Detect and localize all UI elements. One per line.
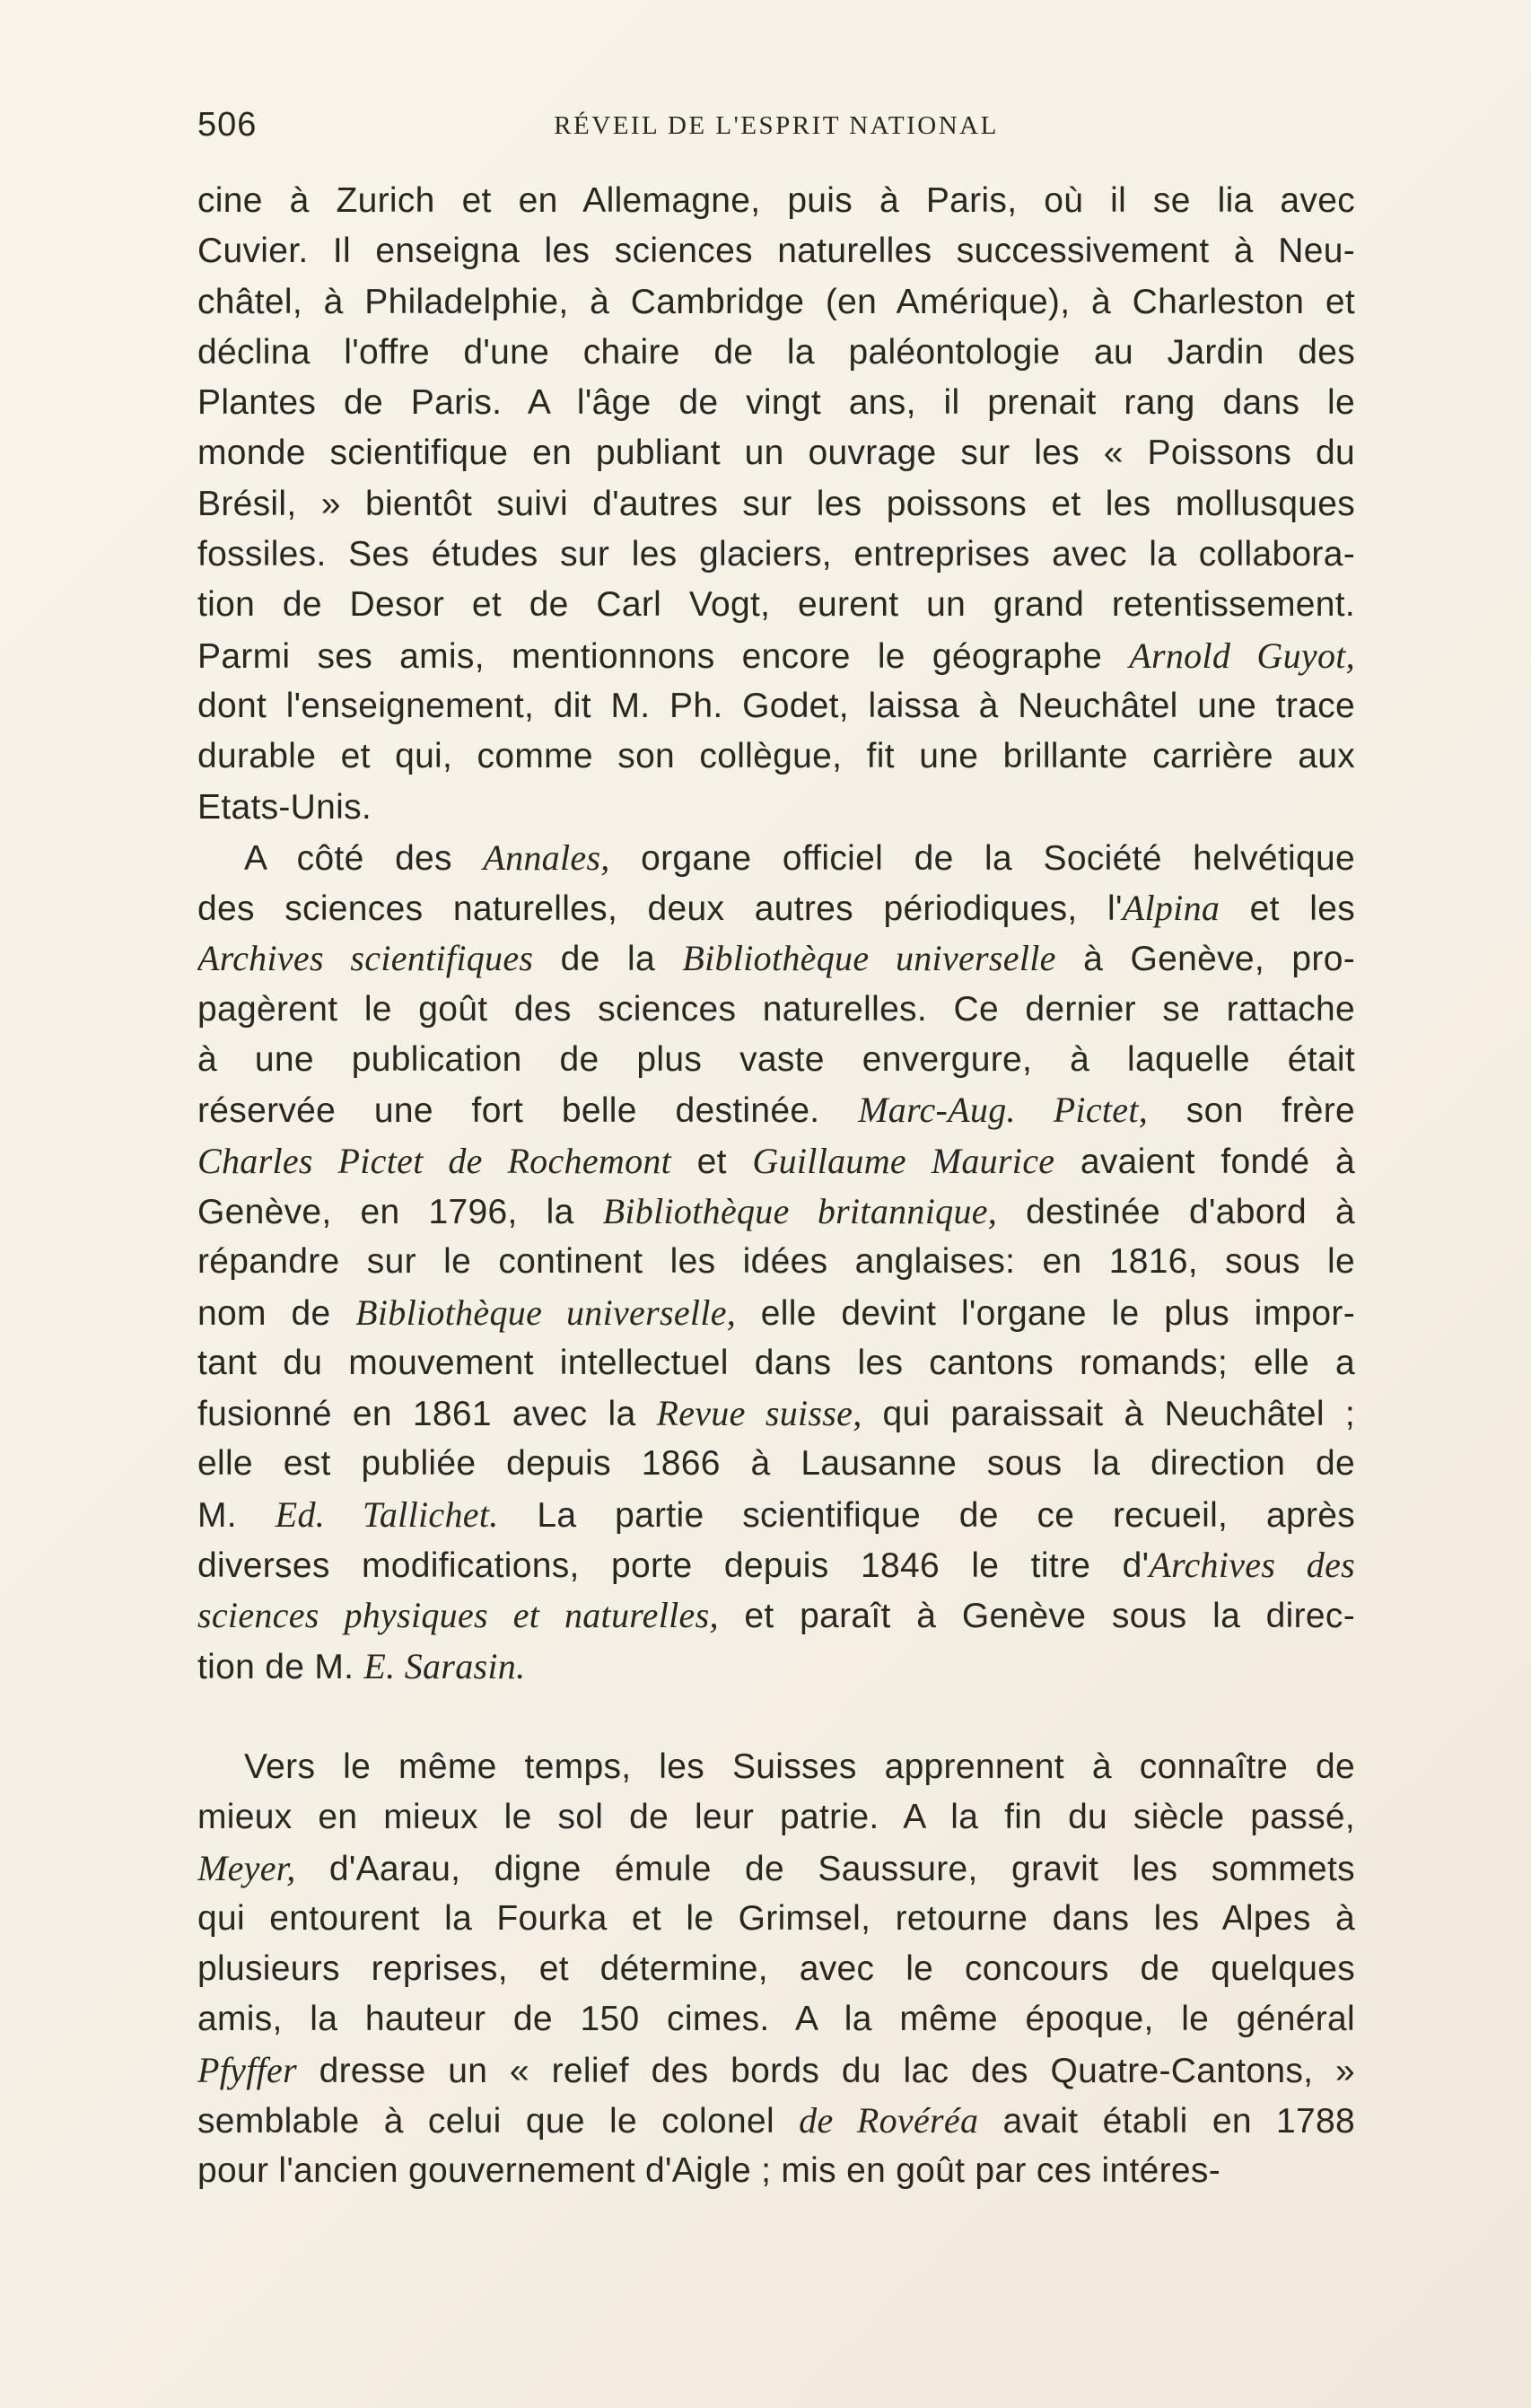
text-run: et les [1220,889,1355,929]
section-break [197,1692,1355,1742]
text-line [197,933,1355,984]
text-line [197,1439,1355,1489]
italic-text: Bibliothèque universelle [682,938,1056,979]
text-run: avait établi en 1788 [978,2101,1355,2141]
text-line [197,631,1355,681]
text-run: cine à Zurich et en Allemagne, puis à Paris, où il se lia avec [197,181,1355,220]
text-run: tant du mouvement intellectuel dans les cantons romands; elle a [197,1343,1355,1382]
text-line [197,1944,1355,1994]
text-run: Etats-Unis. [197,787,372,827]
text-line [197,428,1355,478]
text-run: amis, la hauteur de 150 cimes. A la même époque, le général [197,2000,1355,2039]
text-line [197,1642,1355,1692]
text-line [197,378,1355,428]
text-line [197,1994,1355,2045]
text-run: M. [197,1495,276,1535]
text-run: nom de [197,1293,356,1333]
text-run: semblable à celui que le colonel [197,2101,800,2141]
text-run: diverses modifications, porte depuis 1846 le titre d' [197,1546,1150,1586]
text-line [197,1237,1355,1287]
text-line [197,328,1355,378]
italic-text: sciences physiques et naturelles, [197,1595,719,1636]
text-run: à Genève, pro- [1055,940,1355,979]
italic-text: Pfyffer [197,2049,297,2090]
text-run: monde scientifique en publiant un ouvrage sur les « Poissons du [197,433,1355,473]
italic-text: Arnold Guyot, [1129,635,1355,676]
text-run: A côté des [244,838,484,878]
text-run: pagèrent le goût des sciences naturelles. Ce dernier se rattache [197,989,1355,1029]
italic-text: Charles Pictet de Rochemont [197,1140,672,1181]
text-run: mieux en mieux le sol de leur patrie. A la fin du siècle passé, [197,1798,1355,1837]
page-header [197,106,1355,151]
text-line [197,2045,1355,2096]
text-line [197,176,1355,226]
italic-text: Annales, [483,836,610,878]
text-line [197,731,1355,782]
text-line [197,530,1355,580]
text-line [197,1186,1355,1237]
text-run: dresse un « relief des bords du lac des Quatre-Cantons, » [296,2051,1355,2090]
italic-text: E. Sarasin. [363,1645,526,1686]
italic-text: Alpina [1122,888,1220,929]
text-run: dont l'enseignement, dit M. Ph. Godet, laissa à Neuchâtel une trace [197,686,1355,725]
italic-text: Bibliothèque universelle, [355,1292,737,1333]
text-run: qui entourent la Fourka et le Grimsel, retourne dans les Alpes à [197,1898,1355,1938]
text-run: plusieurs reprises, et détermine, avec le concours de quelques [197,1949,1355,1989]
paragraph [197,1742,1355,2197]
text-run: destinée d'abord à [997,1192,1355,1231]
italic-text: Guillaume Maurice [752,1140,1055,1181]
text-line [197,1843,1355,1894]
body-text [197,176,1355,2197]
text-line [197,277,1355,328]
text-run: pour l'ancien gouvernement d'Aigle ; mis en goût par ces intéres- [197,2151,1221,2191]
text-line [197,1136,1355,1186]
text-run: qui paraissait à Neuchâtel ; [862,1395,1355,1434]
italic-text: Revue suisse, [656,1393,862,1434]
text-run: d'Aarau, digne émule de Saussure, gravit les sommets [295,1849,1355,1888]
text-run: de la [533,940,683,979]
text-line [197,1490,1355,1540]
text-line [197,2096,1355,2146]
text-run: Vers le même temps, les Suisses apprennent à connaître de [244,1747,1355,1786]
text-run: avaient fondé à [1054,1142,1355,1181]
text-run: et [671,1142,753,1181]
text-run: elle est publiée depuis 1866 à Lausanne sous la direction de [197,1444,1355,1484]
text-line [197,2146,1355,2196]
italic-text: Archives scientifiques [197,938,534,979]
text-line [197,1085,1355,1135]
text-run: tion de Desor et de Carl Vogt, eurent un grand retentissement. [197,585,1355,625]
text-line [197,833,1355,883]
text-run: à une publication de plus vaste envergure, à laquelle était [197,1040,1355,1080]
text-line [197,883,1355,933]
text-line [197,1035,1355,1085]
text-line [197,1590,1355,1641]
text-run: tion de M. [197,1647,364,1686]
text-run: fusionné en 1861 avec la [197,1395,657,1434]
text-run: durable et qui, comme son collègue, fit une brillante carrière aux [197,737,1355,776]
text-run: et paraît à Genève sous la direc- [718,1597,1355,1636]
text-line [197,1288,1355,1338]
text-run: Plantes de Paris. A l'âge de vingt ans, il prenait rang dans le [197,383,1355,423]
text-run: Cuvier. Il enseigna les sciences naturelles successivement à Neu- [197,232,1355,271]
text-run: Parmi ses amis, mentionnons encore le géographe [197,636,1130,676]
italic-text: Marc-Aug. Pictet, [858,1090,1149,1131]
text-run: châtel, à Philadelphie, à Cambridge (en Amérique), à Charleston et [197,282,1355,321]
text-run: des sciences naturelles, deux autres périodiques, l' [197,889,1123,929]
italic-text: Archives des [1149,1545,1355,1586]
text-run: répandre sur le continent les idées anglaises: en 1816, sous le [197,1242,1355,1282]
text-run: déclina l'offre d'une chaire de la paléontologie au Jardin des [197,332,1355,372]
text-line [197,681,1355,731]
text-line [197,479,1355,530]
text-line [197,783,1355,833]
paragraph [197,833,1355,1692]
text-line [197,1388,1355,1439]
text-line [197,226,1355,276]
text-run: son frère [1148,1091,1355,1131]
italic-text: Bibliothèque britannique, [602,1190,998,1231]
text-line [197,1742,1355,1792]
text-line [197,1338,1355,1388]
text-run: Brésil, » bientôt suivi d'autres sur les poissons et les mollusques [197,484,1355,523]
text-line [197,1792,1355,1843]
text-line [197,1894,1355,1944]
text-run: fossiles. Ses études sur les glaciers, entreprises avec la collabora- [197,535,1355,574]
text-line [197,985,1355,1035]
text-run: Genève, en 1796, la [197,1192,603,1231]
text-run: La partie scientifique de ce recueil, après [498,1495,1355,1535]
paragraph [197,176,1355,833]
text-run: elle devint l'organe le plus impor- [736,1293,1355,1333]
text-line [197,580,1355,630]
italic-text: Ed. Tallichet. [275,1493,499,1535]
running-title: RÉVEIL DE L'ESPRIT NATIONAL [554,111,999,140]
italic-text: de Rovéréa [799,2099,979,2141]
italic-text: Meyer, [197,1847,296,1888]
text-line [197,1540,1355,1590]
page-number: 506 [197,106,258,144]
text-run: organe officiel de la Société helvétique [609,838,1355,878]
text-run: réservée une fort belle destinée. [197,1091,859,1131]
